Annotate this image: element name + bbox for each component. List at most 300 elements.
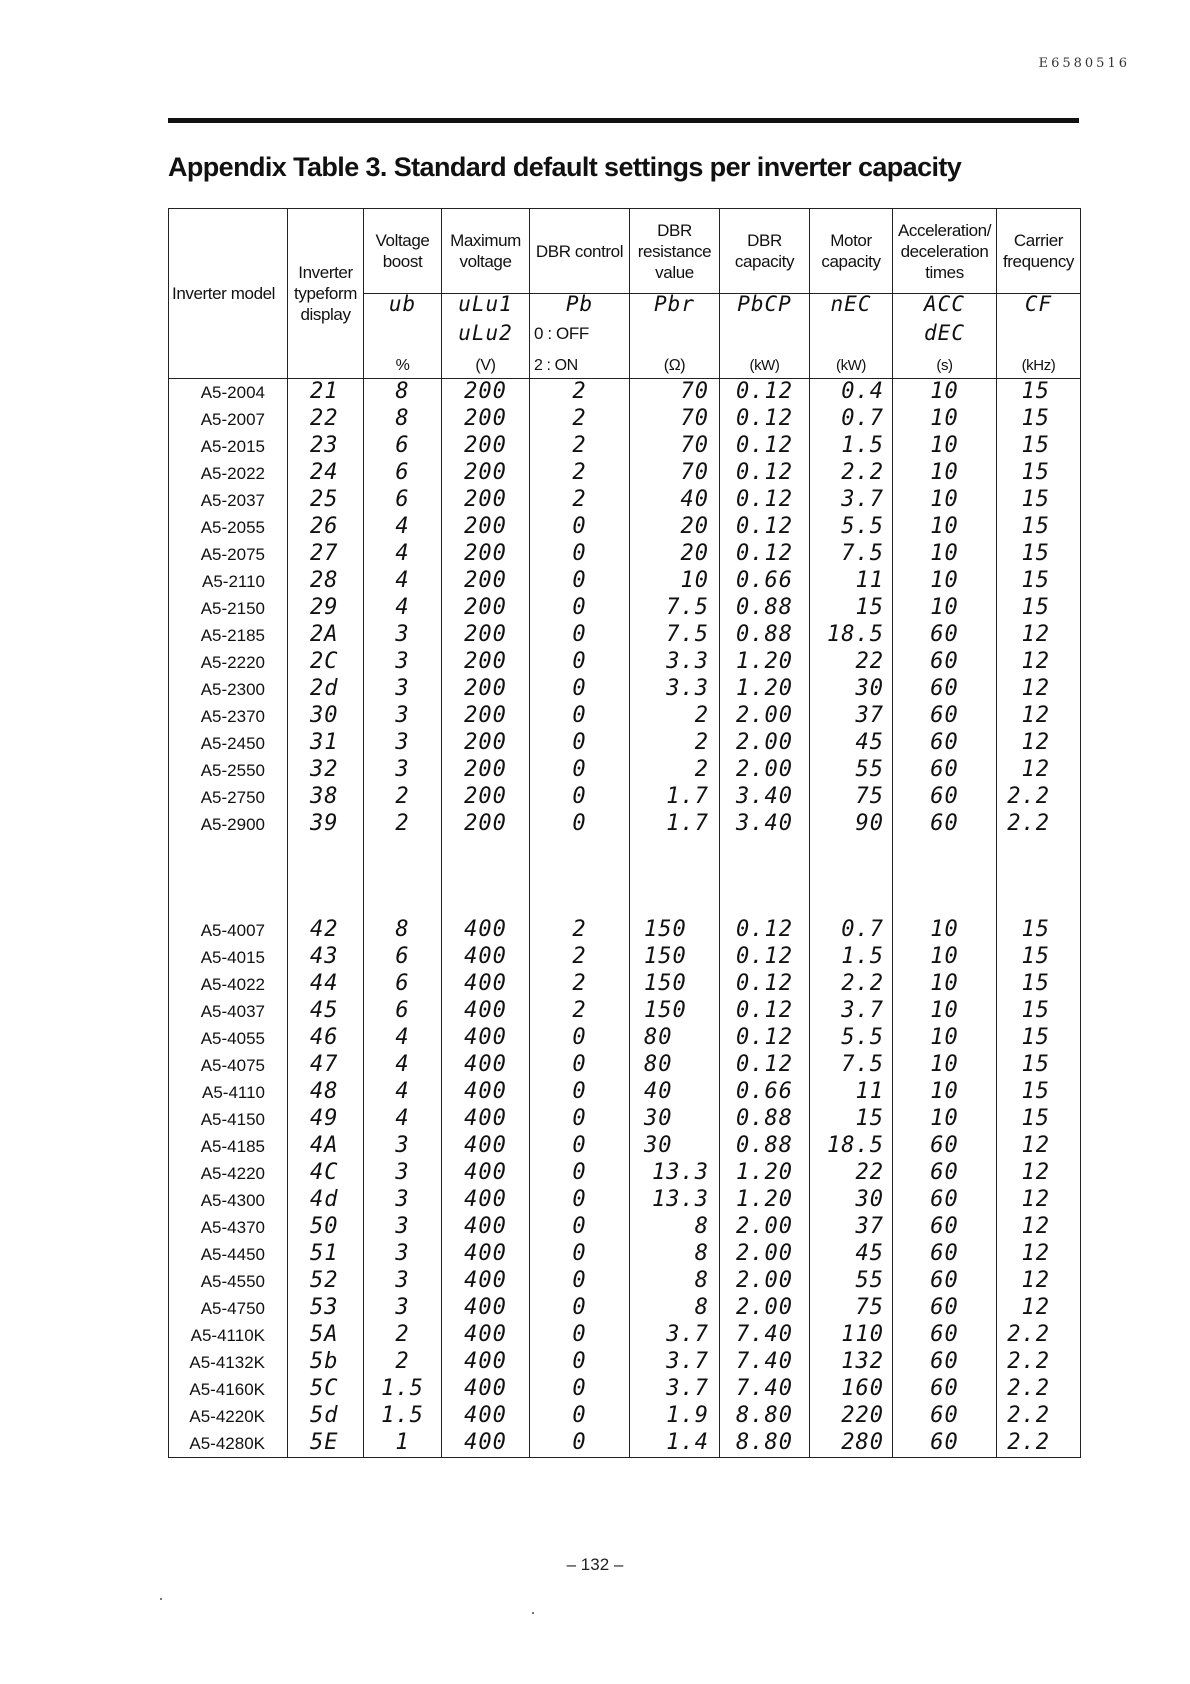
cell-typeform-code [288, 487, 364, 514]
cell-dbr-resistance [630, 757, 720, 784]
table-body [169, 379, 1081, 1458]
cell-dbr-capacity [720, 1241, 810, 1268]
cell-dbr-capacity [720, 1430, 810, 1458]
seg-text: 400 [464, 1322, 507, 1347]
cell-carrier-frequency [997, 406, 1081, 433]
cell-accel-decel [893, 622, 997, 649]
header-line: Maximum [450, 231, 521, 250]
cell-max-voltage [442, 1106, 530, 1133]
cell-typeform-code [288, 1052, 364, 1079]
seg-text: 15 [855, 1106, 884, 1131]
cell-carrier-frequency [997, 1052, 1081, 1079]
seg-text: 60 [930, 622, 959, 647]
cell-typeform-code [288, 1025, 364, 1052]
cell-typeform-code [288, 971, 364, 998]
seg-text: 0.12 [736, 541, 793, 566]
header-line: Inverter [298, 263, 353, 282]
seg-text: 15 [1021, 1052, 1050, 1077]
cell-typeform-code [288, 541, 364, 568]
seg-text: 15 [1021, 917, 1050, 942]
seg-text: 10 [930, 944, 959, 969]
cell-accel-decel [893, 433, 997, 460]
cell-motor-capacity [810, 1268, 893, 1295]
table-row [169, 1025, 1081, 1052]
header-line: DBR [657, 220, 692, 240]
blank-cell [893, 838, 997, 917]
cell-max-voltage [442, 514, 530, 541]
seg-text: 132 [841, 1349, 884, 1374]
cell-voltage-boost [364, 1295, 442, 1322]
seg-text: 70 [680, 433, 709, 458]
cell-model: A5-2075 [169, 541, 288, 568]
cell-model: A5-4370 [169, 1214, 288, 1241]
header-line: voltage [459, 252, 512, 271]
seg-text: 3.7 [666, 1349, 709, 1374]
seg-text: 200 [464, 676, 507, 701]
cell-dbr-resistance [630, 568, 720, 595]
seg-text: 0 [572, 1025, 587, 1050]
seg-text: 12 [1021, 1133, 1050, 1158]
cell-carrier-frequency [997, 1268, 1081, 1295]
seg-text: 0.12 [736, 406, 793, 431]
table-row [169, 1322, 1081, 1349]
cell-voltage-boost [364, 1322, 442, 1349]
seg-text: 200 [464, 622, 507, 647]
seg-text: 400 [464, 1025, 507, 1050]
seg-text: 1.5 [841, 433, 884, 458]
cell-dbr-resistance [630, 1430, 720, 1458]
seg-text: 15 [855, 595, 884, 620]
cell-motor-capacity [810, 460, 893, 487]
seg-text: 400 [464, 1106, 507, 1131]
default-settings-table [168, 208, 1081, 1458]
seg-text: 200 [464, 703, 507, 728]
cell-dbr-control [530, 1106, 630, 1133]
seg-text: 2.2 [841, 971, 884, 996]
cell-dbr-control [530, 971, 630, 998]
seg-text: 2 [395, 1349, 410, 1374]
cell-accel-decel [893, 1403, 997, 1430]
cell-typeform-code [288, 460, 364, 487]
blank-cell [720, 323, 810, 352]
seg-text: 5C [310, 1376, 339, 1401]
table-row [169, 1349, 1081, 1376]
cell-dbr-control [530, 1376, 630, 1403]
cell-voltage-boost [364, 811, 442, 838]
seg-text: 8 [395, 917, 410, 942]
cell-dbr-resistance [630, 460, 720, 487]
seg-text: 2 [572, 917, 587, 942]
seg-text: 20 [680, 541, 709, 566]
cell-motor-capacity [810, 811, 893, 838]
seg-text: 26 [310, 514, 339, 539]
seg-text: 4 [395, 568, 410, 593]
cell-accel-decel [893, 998, 997, 1025]
table-row [169, 433, 1081, 460]
table-row [169, 460, 1081, 487]
seg-text: 23 [310, 433, 339, 458]
seg-text: 3.40 [736, 784, 793, 809]
seg-text: 400 [464, 1295, 507, 1320]
cell-carrier-frequency [997, 487, 1081, 514]
cell-max-voltage [442, 1403, 530, 1430]
seg-text: 2 [572, 460, 587, 485]
cell-motor-capacity [810, 784, 893, 811]
table-row [169, 1295, 1081, 1322]
seg-text: 60 [930, 1403, 959, 1428]
unit-dbr-cap: (kW) [720, 352, 810, 379]
seg-text: 60 [930, 1376, 959, 1401]
cell-dbr-resistance [630, 1241, 720, 1268]
cell-dbr-control [530, 514, 630, 541]
cell-voltage-boost [364, 568, 442, 595]
table-row [169, 568, 1081, 595]
seg-text: 7.5 [666, 595, 709, 620]
seg-text: 0.88 [736, 1106, 793, 1131]
seg-text: 4 [395, 1079, 410, 1104]
seg-text: 27 [310, 541, 339, 566]
cell-voltage-boost [364, 1403, 442, 1430]
cell-carrier-frequency [997, 1160, 1081, 1187]
header-line: boost [382, 252, 423, 271]
seg-text: 12 [1021, 676, 1050, 701]
table-row [169, 1052, 1081, 1079]
seg-text: 12 [1021, 730, 1050, 755]
cell-dbr-resistance [630, 784, 720, 811]
cell-model: A5-2300 [169, 676, 288, 703]
seg-text: 60 [930, 784, 959, 809]
seg-text: 10 [930, 1079, 959, 1104]
seg-text: 0.12 [736, 998, 793, 1023]
seg-text: 10 [930, 1106, 959, 1131]
cell-accel-decel [893, 514, 997, 541]
cell-carrier-frequency [997, 1241, 1081, 1268]
cell-carrier-frequency [997, 1106, 1081, 1133]
seg-text: 2 [572, 406, 587, 431]
header-carrier-frequency [997, 209, 1081, 294]
cell-typeform-code [288, 1106, 364, 1133]
blank-cell [810, 838, 893, 917]
seg-text: 49 [310, 1106, 339, 1131]
cell-dbr-capacity [720, 944, 810, 971]
blank-cell [997, 838, 1081, 917]
seg-text: 2 [694, 730, 709, 755]
blank-cell [442, 838, 530, 917]
seg-text: 15 [1021, 595, 1050, 620]
cell-typeform-code [288, 998, 364, 1025]
seg-text: 0 [572, 1187, 587, 1212]
seg-text: 30 [855, 1187, 884, 1212]
table-row [169, 1430, 1081, 1458]
cell-dbr-resistance [630, 1133, 720, 1160]
seg-text: 22 [310, 406, 339, 431]
cell-dbr-control [530, 1430, 630, 1458]
unit-motor: (kW) [810, 352, 893, 379]
cell-dbr-resistance [630, 811, 720, 838]
cell-dbr-control [530, 1187, 630, 1214]
cell-accel-decel [893, 1430, 997, 1458]
seg-text: 6 [395, 971, 410, 996]
seg-text: 0 [572, 1214, 587, 1239]
cell-max-voltage [442, 784, 530, 811]
unit-maxvolt: (V) [442, 352, 530, 379]
cell-motor-capacity [810, 676, 893, 703]
seg-text: 0 [572, 649, 587, 674]
cell-motor-capacity [810, 703, 893, 730]
cell-dbr-capacity [720, 406, 810, 433]
seg-text: ub [388, 292, 417, 316]
seg-text: 5d [310, 1403, 339, 1428]
document-id: E6580516 [1038, 56, 1130, 71]
cell-max-voltage [442, 1322, 530, 1349]
seg-text: 0 [572, 1241, 587, 1266]
cell-accel-decel [893, 1214, 997, 1241]
cell-carrier-frequency [997, 1322, 1081, 1349]
seg-text: 0.12 [736, 917, 793, 942]
seg-text: 2.00 [736, 703, 793, 728]
cell-max-voltage [442, 730, 530, 757]
seg-text: 51 [310, 1241, 339, 1266]
cell-typeform-code [288, 1349, 364, 1376]
seg-text: 0 [572, 730, 587, 755]
code-dbr-control [530, 294, 630, 324]
seg-text: 2 [572, 379, 587, 404]
seg-text: 15 [1021, 1025, 1050, 1050]
header-line: Motor [830, 231, 872, 250]
cell-carrier-frequency [997, 998, 1081, 1025]
cell-model: A5-2220 [169, 649, 288, 676]
seg-text: 3 [395, 1187, 410, 1212]
header-typeform-display [288, 209, 364, 379]
table-row [169, 1403, 1081, 1430]
cell-accel-decel [893, 1376, 997, 1403]
cell-voltage-boost [364, 1133, 442, 1160]
cell-accel-decel [893, 460, 997, 487]
seg-text: 0 [572, 1430, 587, 1455]
cell-dbr-capacity [720, 1133, 810, 1160]
cell-carrier-frequency [997, 1025, 1081, 1052]
cell-dbr-resistance [630, 1268, 720, 1295]
cell-dbr-capacity [720, 1052, 810, 1079]
seg-text: 0 [572, 811, 587, 836]
cell-carrier-frequency [997, 944, 1081, 971]
cell-dbr-resistance [630, 514, 720, 541]
seg-text: 5b [310, 1349, 339, 1374]
table-row [169, 971, 1081, 998]
blank-cell [720, 838, 810, 917]
seg-text: 4 [395, 1052, 410, 1077]
seg-text: 12 [1021, 1241, 1050, 1266]
cell-dbr-capacity [720, 730, 810, 757]
seg-text: 6 [395, 487, 410, 512]
blank-cell [810, 323, 893, 352]
seg-text: 29 [310, 595, 339, 620]
table-row [169, 1160, 1081, 1187]
cell-voltage-boost [364, 784, 442, 811]
cell-motor-capacity [810, 1403, 893, 1430]
cell-accel-decel [893, 406, 997, 433]
cell-dbr-resistance [630, 1376, 720, 1403]
cell-carrier-frequency [997, 1403, 1081, 1430]
seg-text: 10 [930, 998, 959, 1023]
seg-text: 55 [855, 1268, 884, 1293]
seg-text: 3 [395, 730, 410, 755]
seg-text: 44 [310, 971, 339, 996]
seg-text: 400 [464, 1376, 507, 1401]
cell-max-voltage [442, 1241, 530, 1268]
cell-dbr-resistance [630, 433, 720, 460]
cell-dbr-resistance [630, 1079, 720, 1106]
cell-model: A5-4300 [169, 1187, 288, 1214]
cell-max-voltage [442, 1376, 530, 1403]
cell-dbr-capacity [720, 1160, 810, 1187]
cell-typeform-code [288, 784, 364, 811]
seg-text: 2 [572, 487, 587, 512]
cell-max-voltage [442, 944, 530, 971]
cell-dbr-resistance [630, 1322, 720, 1349]
cell-dbr-resistance [630, 649, 720, 676]
seg-text: 15 [1021, 406, 1050, 431]
cell-motor-capacity [810, 1349, 893, 1376]
seg-text: 200 [464, 406, 507, 431]
seg-text: 3.7 [841, 487, 884, 512]
group-spacer-row [169, 838, 1081, 917]
cell-max-voltage [442, 487, 530, 514]
cell-dbr-resistance [630, 971, 720, 998]
seg-text: 1.4 [666, 1430, 709, 1455]
seg-text: 15 [1021, 541, 1050, 566]
seg-text: 0 [572, 1106, 587, 1131]
cell-dbr-capacity [720, 1079, 810, 1106]
cell-voltage-boost [364, 1268, 442, 1295]
cell-accel-decel [893, 1268, 997, 1295]
table-row [169, 487, 1081, 514]
cell-voltage-boost [364, 487, 442, 514]
seg-text: 0 [572, 568, 587, 593]
cell-carrier-frequency [997, 514, 1081, 541]
seg-text: 400 [464, 1133, 507, 1158]
table-row [169, 1268, 1081, 1295]
seg-text: 6 [395, 433, 410, 458]
cell-max-voltage [442, 622, 530, 649]
seg-text: 31 [310, 730, 339, 755]
cell-dbr-capacity [720, 649, 810, 676]
cell-typeform-code [288, 1403, 364, 1430]
seg-text: 0.12 [736, 379, 793, 404]
seg-text: Pb [565, 292, 594, 316]
seg-text: 2A [310, 622, 339, 647]
cell-dbr-control [530, 406, 630, 433]
header-maximum-voltage [442, 209, 530, 294]
seg-text: 10 [930, 460, 959, 485]
cell-carrier-frequency [997, 1214, 1081, 1241]
seg-text: 1.20 [736, 1187, 793, 1212]
seg-text: 15 [1021, 487, 1050, 512]
cell-carrier-frequency [997, 811, 1081, 838]
cell-accel-decel [893, 541, 997, 568]
seg-text: 400 [464, 971, 507, 996]
seg-text: 3 [395, 703, 410, 728]
cell-typeform-code [288, 917, 364, 944]
cell-typeform-code [288, 1160, 364, 1187]
cell-carrier-frequency [997, 1187, 1081, 1214]
table-row [169, 784, 1081, 811]
cell-dbr-control [530, 730, 630, 757]
cell-accel-decel [893, 1052, 997, 1079]
cell-max-voltage [442, 595, 530, 622]
seg-text: 400 [464, 1052, 507, 1077]
cell-model: A5-2015 [169, 433, 288, 460]
seg-text: 0.66 [736, 568, 793, 593]
seg-text: 2d [310, 676, 339, 701]
seg-text: 0.12 [736, 971, 793, 996]
cell-dbr-resistance [630, 1025, 720, 1052]
seg-text: 3.7 [841, 998, 884, 1023]
cell-dbr-capacity [720, 1322, 810, 1349]
cell-carrier-frequency [997, 784, 1081, 811]
seg-text: 400 [464, 1241, 507, 1266]
seg-text: 200 [464, 487, 507, 512]
cell-max-voltage [442, 1214, 530, 1241]
cell-motor-capacity [810, 1160, 893, 1187]
cell-accel-decel [893, 811, 997, 838]
cell-dbr-resistance [630, 1214, 720, 1241]
seg-text: 12 [1021, 703, 1050, 728]
table-row [169, 730, 1081, 757]
cell-model: A5-4750 [169, 1295, 288, 1322]
table-row [169, 703, 1081, 730]
seg-text: 60 [930, 1187, 959, 1212]
seg-text: 4d [310, 1187, 339, 1212]
seg-text: 3 [395, 1133, 410, 1158]
cell-max-voltage [442, 433, 530, 460]
cell-motor-capacity [810, 1376, 893, 1403]
cell-dbr-control [530, 1079, 630, 1106]
cell-typeform-code [288, 811, 364, 838]
cell-accel-decel [893, 379, 997, 407]
cell-dbr-capacity [720, 1214, 810, 1241]
cell-voltage-boost [364, 1079, 442, 1106]
seg-text: 0 [572, 1133, 587, 1158]
cell-typeform-code [288, 757, 364, 784]
seg-text: 80 [644, 1052, 673, 1077]
seg-text: 47 [310, 1052, 339, 1077]
seg-text: 10 [930, 514, 959, 539]
cell-max-voltage [442, 676, 530, 703]
seg-text: 12 [1021, 622, 1050, 647]
seg-text: 0 [572, 757, 587, 782]
code-motor [810, 294, 893, 324]
table-row [169, 1214, 1081, 1241]
blank-cell [288, 838, 364, 917]
cell-max-voltage [442, 1349, 530, 1376]
cell-voltage-boost [364, 433, 442, 460]
seg-text: 2 [572, 998, 587, 1023]
cell-dbr-resistance [630, 1187, 720, 1214]
seg-text: 200 [464, 649, 507, 674]
header-line: Voltage [375, 231, 430, 250]
seg-text: 2.2 [1007, 1322, 1050, 1347]
header-dbr-capacity [720, 209, 810, 294]
seg-text: 0.88 [736, 595, 793, 620]
cell-dbr-control [530, 757, 630, 784]
seg-text: 11 [855, 568, 884, 593]
cell-voltage-boost [364, 406, 442, 433]
unit-dbr-res: (Ω) [630, 352, 720, 379]
seg-text: 52 [310, 1268, 339, 1293]
cell-max-voltage [442, 1295, 530, 1322]
seg-text: 10 [680, 568, 709, 593]
